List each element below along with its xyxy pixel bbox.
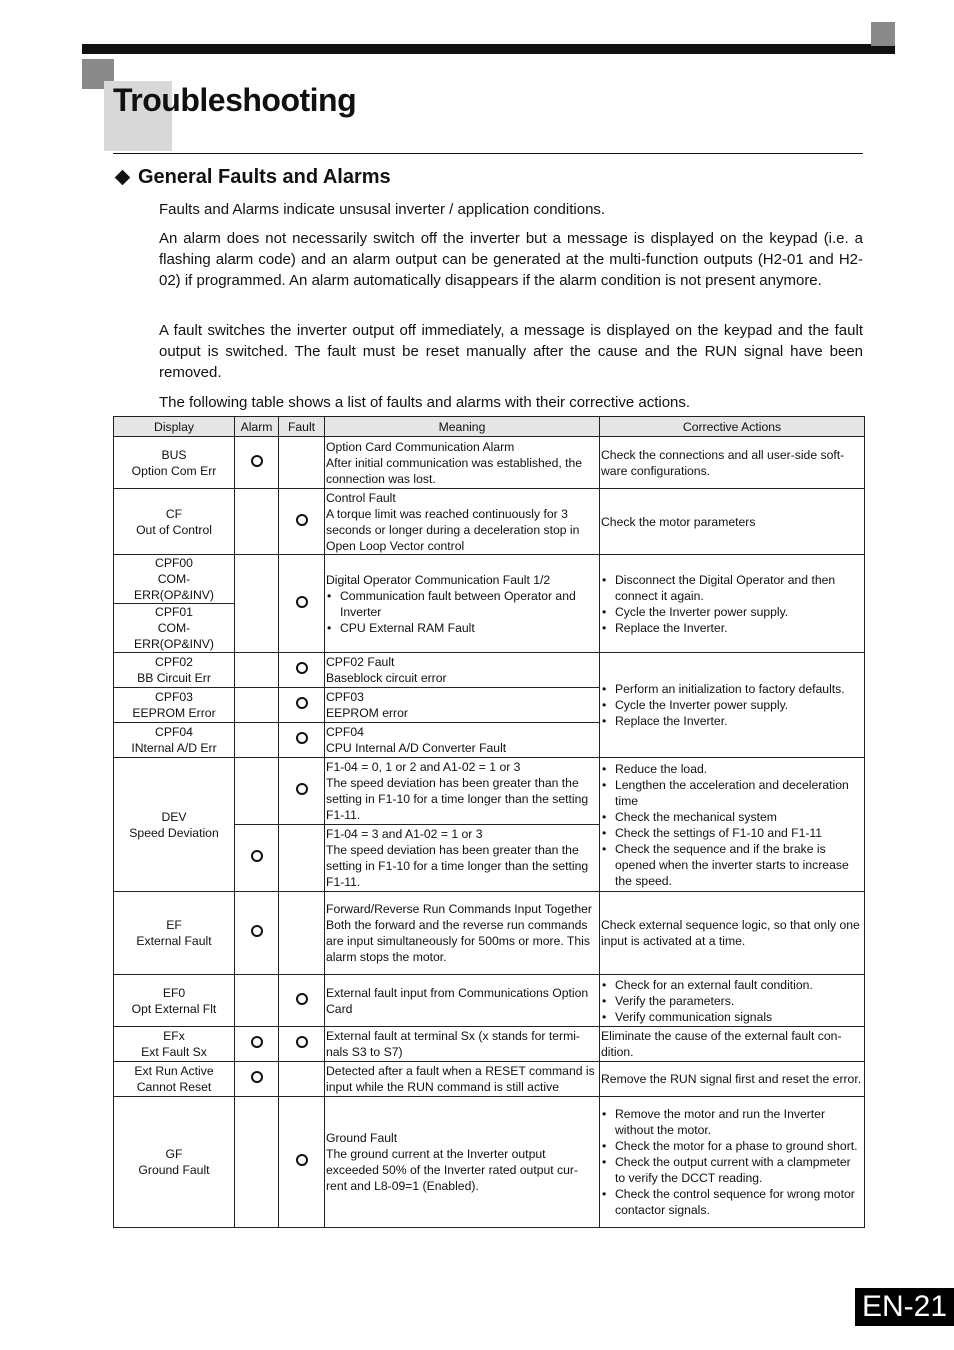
header-alarm: Alarm	[235, 417, 279, 437]
display-cell	[114, 1027, 235, 1062]
display-code: CF	[165, 506, 183, 521]
alarm-cell	[235, 489, 279, 555]
display-code: EF	[166, 918, 182, 932]
action-item: • Remove the motor and run the Inverter without the motor.	[601, 1106, 863, 1138]
display-cell	[114, 489, 235, 555]
display-text: Option Com Err	[131, 463, 217, 478]
corner-marker	[871, 22, 895, 46]
title-rule	[113, 153, 863, 154]
meaning-title: Forward/Reverse Run Commands Input Together	[326, 902, 592, 916]
table-row	[114, 1027, 865, 1062]
fault-mark-icon	[296, 993, 308, 1005]
meaning-cell	[325, 723, 600, 758]
fault-cell	[279, 653, 325, 688]
alarm-cell	[235, 758, 279, 825]
action-item: • Verify the parameters.	[601, 993, 863, 1009]
action-item: • Check the sequence and if the brake is opened when the inverter starts to increase the speed.	[601, 841, 863, 889]
alarm-cell	[235, 975, 279, 1027]
display-code: CPF02	[155, 655, 193, 669]
header-bar	[82, 44, 895, 54]
action-item: • Check the motor for a phase to ground short.	[601, 1138, 863, 1154]
meaning-title: CPF02 Fault	[326, 655, 395, 669]
display-cell	[114, 653, 235, 688]
alarm-cell	[235, 1062, 279, 1097]
action-list	[601, 977, 863, 1025]
meaning-text: CPU Internal A/D Converter Fault	[326, 741, 507, 755]
alarm-mark-icon	[251, 1071, 263, 1083]
diamond-bullet-icon	[115, 170, 131, 186]
meaning-cell: Detected after a fault when a RESET command is input while the RUN command is still active	[325, 1062, 600, 1097]
alarm-mark-icon	[251, 455, 263, 467]
display-text: Opt External Flt	[131, 1001, 217, 1016]
meaning-text: After initial communication was established, the connection was lost.	[326, 455, 583, 486]
display-text: ERR(OP&INV)	[134, 637, 214, 651]
display-text: External Fault	[136, 934, 212, 948]
meaning-title: Control Fault	[326, 490, 396, 505]
fault-cell	[279, 825, 325, 892]
display-code: CPF01	[155, 605, 193, 619]
meaning-cell	[325, 653, 600, 688]
meaning-text: A torque limit was reached continuously for 3 seconds or longer during a deceleration stop in Open Loop Vector control	[326, 506, 580, 553]
meaning-list-item: • Communication fault between Operator and Inverter	[326, 588, 598, 620]
action-item: • Cycle the Inverter power supply.	[601, 697, 863, 713]
display-code: Ext Run Active	[134, 1064, 214, 1078]
fault-cell	[279, 975, 325, 1027]
table-row	[114, 653, 865, 688]
fault-mark-icon	[296, 732, 308, 744]
action-item: • Check the output current with a clampmeter to verify the DCCT reading.	[601, 1154, 863, 1186]
action-cell: Check the motor parameters	[600, 489, 865, 555]
action-item: • Check the control sequence for wrong motor contactor signals.	[601, 1186, 863, 1218]
section-title: General Faults and Alarms	[138, 166, 391, 188]
fault-mark-icon	[296, 1036, 308, 1048]
display-code: EF0	[162, 985, 186, 1000]
display-cell	[114, 1097, 235, 1228]
fault-cell	[279, 489, 325, 555]
header-meaning: Meaning	[325, 417, 600, 437]
display-text: Out of Control	[136, 522, 212, 537]
alarm-cell	[235, 653, 279, 688]
fault-cell	[279, 1097, 325, 1228]
action-cell: Remove the RUN signal first and reset the error.	[600, 1062, 865, 1097]
fault-mark-icon	[296, 1154, 308, 1166]
action-item: • Check for an external fault condition.	[601, 977, 863, 993]
display-text: INternal A/D Err	[131, 741, 217, 755]
action-item: • Check the settings of F1-10 and F1-11	[601, 825, 863, 841]
display-code: CPF03	[155, 690, 193, 704]
display-text: BB Circuit Err	[137, 671, 211, 685]
action-item: • Check the mechanical system	[601, 809, 863, 825]
fault-cell	[279, 892, 325, 975]
alarm-mark-icon	[251, 1036, 263, 1048]
page-number: EN-21	[855, 1288, 954, 1326]
meaning-title: Ground Fault	[326, 1131, 398, 1145]
alarm-cell	[235, 825, 279, 892]
action-list	[601, 1106, 863, 1218]
meaning-title: F1-04 = 3 and A1-02 = 1 or 3	[326, 827, 483, 841]
action-item: • Verify communication signals	[601, 1009, 863, 1025]
action-item: • Reduce the load.	[601, 761, 863, 777]
display-code: EFx	[163, 1029, 185, 1043]
table-intro-paragraph: The following table shows a list of faults and alarms with their corrective actions.	[159, 394, 691, 411]
fault-mark-icon	[296, 783, 308, 795]
display-cell	[114, 437, 235, 489]
action-cell: Check external sequence logic, so that only one input is activated at a time.	[600, 892, 865, 975]
meaning-cell	[325, 758, 600, 825]
action-item: • Lengthen the acceleration and deceleration time	[601, 777, 863, 809]
action-cell: Eliminate the cause of the external fault con-dition.	[600, 1027, 865, 1062]
display-text: Ground Fault	[138, 1163, 210, 1177]
action-cell: Check the connections and all user-side soft-ware configurations.	[600, 437, 865, 489]
action-item: • Replace the Inverter.	[601, 713, 863, 729]
meaning-title: CPF04	[326, 725, 364, 739]
alarm-paragraph: An alarm does not necessarily switch off the inverter but a message is displayed on the keypad (i.e. a flashing alarm code) and an alarm output can be generated at the multi-function outputs (H2-01 and H2-02) if programmed. An alarm automatically disappears if the alarm condition is not present anymore.	[159, 230, 863, 289]
fault-cell	[279, 688, 325, 723]
faults-table	[113, 416, 865, 1228]
meaning-cell	[325, 892, 600, 975]
fault-cell	[279, 437, 325, 489]
table-row	[114, 758, 865, 825]
display-text: Ext Fault Sx	[141, 1045, 207, 1059]
alarm-mark-icon	[251, 925, 263, 937]
alarm-cell	[235, 723, 279, 758]
action-cell	[600, 1097, 865, 1228]
fault-mark-icon	[296, 662, 308, 674]
display-code: CPF00	[155, 556, 193, 570]
table-row	[114, 437, 865, 489]
meaning-list-item: • CPU External RAM Fault	[326, 620, 598, 636]
action-item: • Perform an initialization to factory defaults.	[601, 681, 863, 697]
display-cell	[114, 758, 235, 892]
table-row	[114, 975, 865, 1027]
alarm-cell	[235, 437, 279, 489]
alarm-cell	[235, 892, 279, 975]
display-code: GF	[165, 1147, 183, 1161]
action-item: • Disconnect the Digital Operator and then connect it again.	[601, 572, 863, 604]
meaning-title: F1-04 = 0, 1 or 2 and A1-02 = 1 or 3	[326, 760, 521, 774]
header-fault: Fault	[279, 417, 325, 437]
meaning-text: EEPROM error	[326, 706, 408, 720]
meaning-cell	[325, 555, 600, 653]
fault-cell	[279, 1027, 325, 1062]
meaning-cell: External fault at terminal Sx (x stands for termi-nals S3 to S7)	[325, 1027, 600, 1062]
action-list	[601, 681, 863, 729]
meaning-title: Digital Operator Communication Fault 1/2	[326, 572, 551, 587]
display-code: BUS	[161, 447, 187, 462]
alarm-cell	[235, 688, 279, 723]
table-row	[114, 1062, 865, 1097]
fault-cell	[279, 758, 325, 825]
action-list	[601, 761, 863, 889]
action-cell	[600, 555, 865, 653]
display-cell	[114, 688, 235, 723]
meaning-cell	[325, 825, 600, 892]
alarm-cell	[235, 555, 279, 653]
meaning-text: The speed deviation has been greater than the setting in F1-10 for a time longer than the setting F1-11.	[326, 843, 589, 889]
action-cell	[600, 975, 865, 1027]
display-text: COM-	[157, 572, 191, 586]
fault-paragraph: A fault switches the inverter output off immediately, a message is displayed on the keypad and the fault output is switched. The fault must be reset manually after the cause and the RUN signal have been removed.	[159, 322, 863, 381]
table-header-row	[114, 417, 865, 437]
display-code: DEV	[161, 809, 187, 824]
alarm-cell	[235, 1097, 279, 1228]
fault-mark-icon	[296, 596, 308, 608]
table-row	[114, 489, 865, 555]
action-list	[601, 572, 863, 636]
meaning-list	[326, 588, 598, 636]
display-cell	[114, 723, 235, 758]
action-item: • Replace the Inverter.	[601, 620, 863, 636]
meaning-cell	[325, 437, 600, 489]
display-text: Cannot Reset	[136, 1080, 212, 1094]
alarm-cell	[235, 1027, 279, 1062]
meaning-title: Option Card Communication Alarm	[326, 439, 515, 454]
meaning-text: Baseblock circuit error	[326, 671, 447, 685]
table-row	[114, 1097, 865, 1228]
meaning-cell: External fault input from Communications Option Card	[325, 975, 600, 1027]
display-text: Speed Deviation	[129, 825, 219, 840]
meaning-text: The ground current at the Inverter output exceeded 50% of the Inverter rated output cur-rent and L8-09=1 (Enabled).	[326, 1147, 579, 1193]
action-item: • Cycle the Inverter power supply.	[601, 604, 863, 620]
meaning-cell	[325, 1097, 600, 1228]
display-text: COM-	[157, 621, 191, 635]
fault-mark-icon	[296, 697, 308, 709]
meaning-text: Both the forward and the reverse run commands are input simultaneously for 500ms or more. This alarm stops the motor.	[326, 918, 590, 964]
fault-cell	[279, 1062, 325, 1097]
meaning-cell	[325, 489, 600, 555]
alarm-mark-icon	[251, 850, 263, 862]
section-heading	[113, 166, 391, 189]
intro-paragraph: Faults and Alarms indicate unsusal inverter / application conditions.	[159, 201, 606, 218]
display-text: EEPROM Error	[132, 706, 216, 720]
action-cell	[600, 653, 865, 758]
display-cell	[114, 555, 235, 604]
action-cell	[600, 758, 865, 892]
meaning-text: The speed deviation has been greater than the setting in F1-10 for a time longer than the setting F1-11.	[326, 776, 589, 822]
display-cell	[114, 1062, 235, 1097]
header-display: Display	[114, 417, 235, 437]
display-code: CPF04	[155, 725, 193, 739]
display-cell	[114, 975, 235, 1027]
fault-mark-icon	[296, 514, 308, 526]
display-cell	[114, 604, 235, 653]
display-text: ERR(OP&INV)	[134, 588, 214, 602]
meaning-cell	[325, 688, 600, 723]
table-row	[114, 892, 865, 975]
display-cell	[114, 892, 235, 975]
table-row	[114, 555, 865, 604]
meaning-title: CPF03	[326, 690, 364, 704]
fault-cell	[279, 723, 325, 758]
page-title: Troubleshooting	[113, 82, 357, 118]
header-actions: Corrective Actions	[600, 417, 865, 437]
fault-cell	[279, 555, 325, 653]
